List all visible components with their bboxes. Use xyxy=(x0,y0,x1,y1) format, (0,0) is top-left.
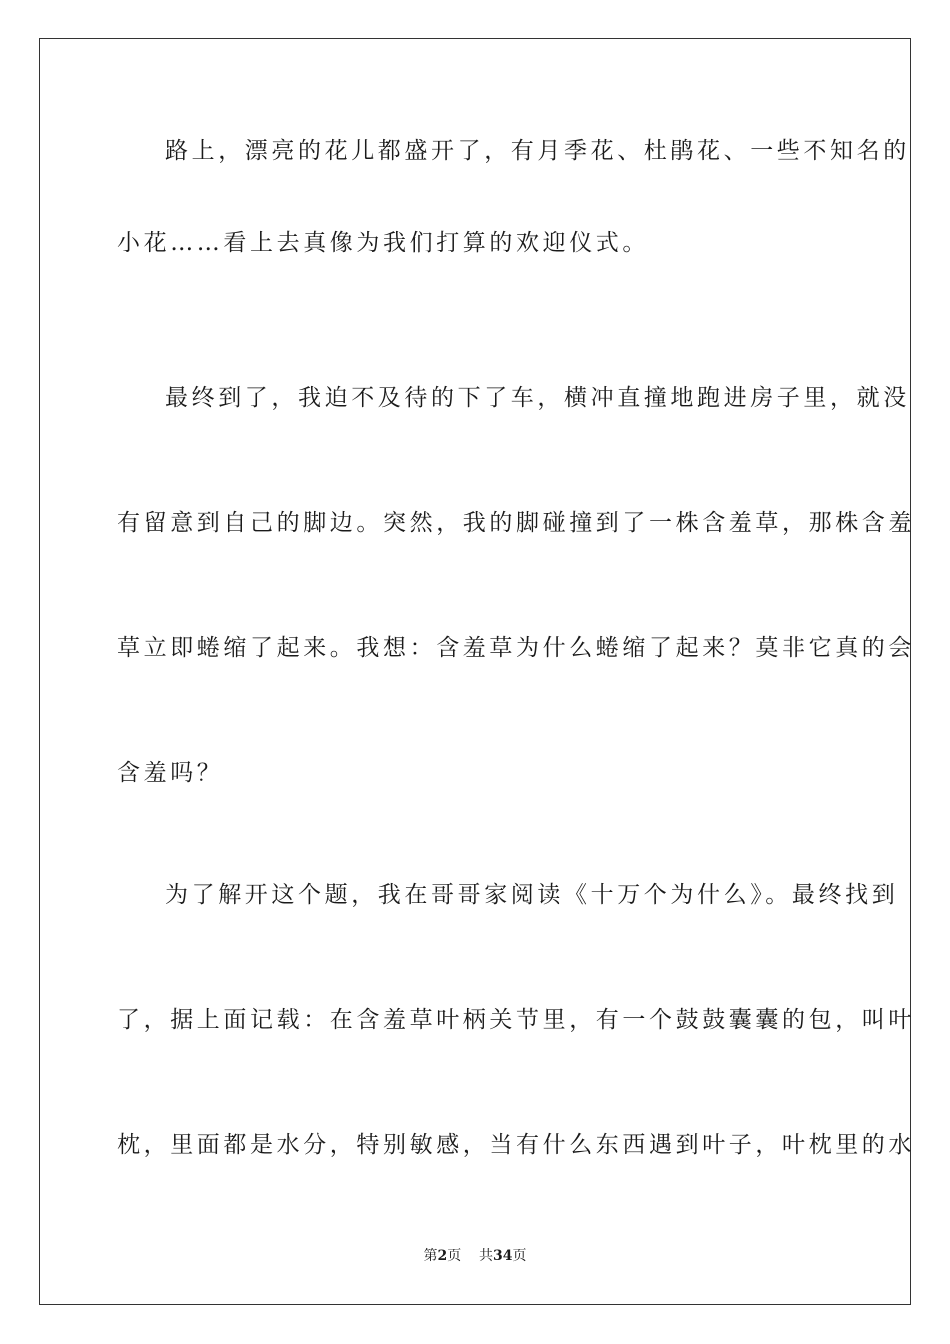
footer-page-suffix: 页 xyxy=(447,1248,462,1264)
paragraph-line-7: 为了解开这个题，我在哥哥家阅读《十万个为什么》。最终找到 xyxy=(165,882,899,908)
paragraph-line-3: 最终到了，我迫不及待的下了车，横冲直撞地跑进房子里，就没 xyxy=(165,385,910,411)
footer-prefix: 第 xyxy=(423,1248,438,1264)
paragraph-line-2: 小花……看上去真像为我们打算的欢迎仪式。 xyxy=(117,230,649,256)
paragraph-line-6: 含羞吗？ xyxy=(117,760,224,786)
paragraph-line-8: 了，据上面记载：在含羞草叶柄关节里，有一个鼓鼓囊囊的包，叫叶 xyxy=(117,1007,915,1033)
page-footer xyxy=(0,1247,950,1265)
footer-current-page: 2 xyxy=(437,1248,448,1264)
paragraph-line-1: 路上，漂亮的花儿都盛开了，有月季花、杜鹃花、一些不知名的 xyxy=(165,138,910,164)
paragraph-line-9: 枕，里面都是水分，特别敏感，当有什么东西遇到叶子，叶枕里的水 xyxy=(117,1132,915,1158)
footer-total-prefix: 共 xyxy=(479,1248,494,1264)
footer-total-suffix: 页 xyxy=(512,1248,527,1264)
paragraph-line-5: 草立即蜷缩了起来。我想：含羞草为什么蜷缩了起来？莫非它真的会 xyxy=(117,635,915,661)
footer-total-pages: 34 xyxy=(493,1248,513,1264)
paragraph-line-4: 有留意到自己的脚边。突然，我的脚碰撞到了一株含羞草，那株含羞 xyxy=(117,510,915,536)
